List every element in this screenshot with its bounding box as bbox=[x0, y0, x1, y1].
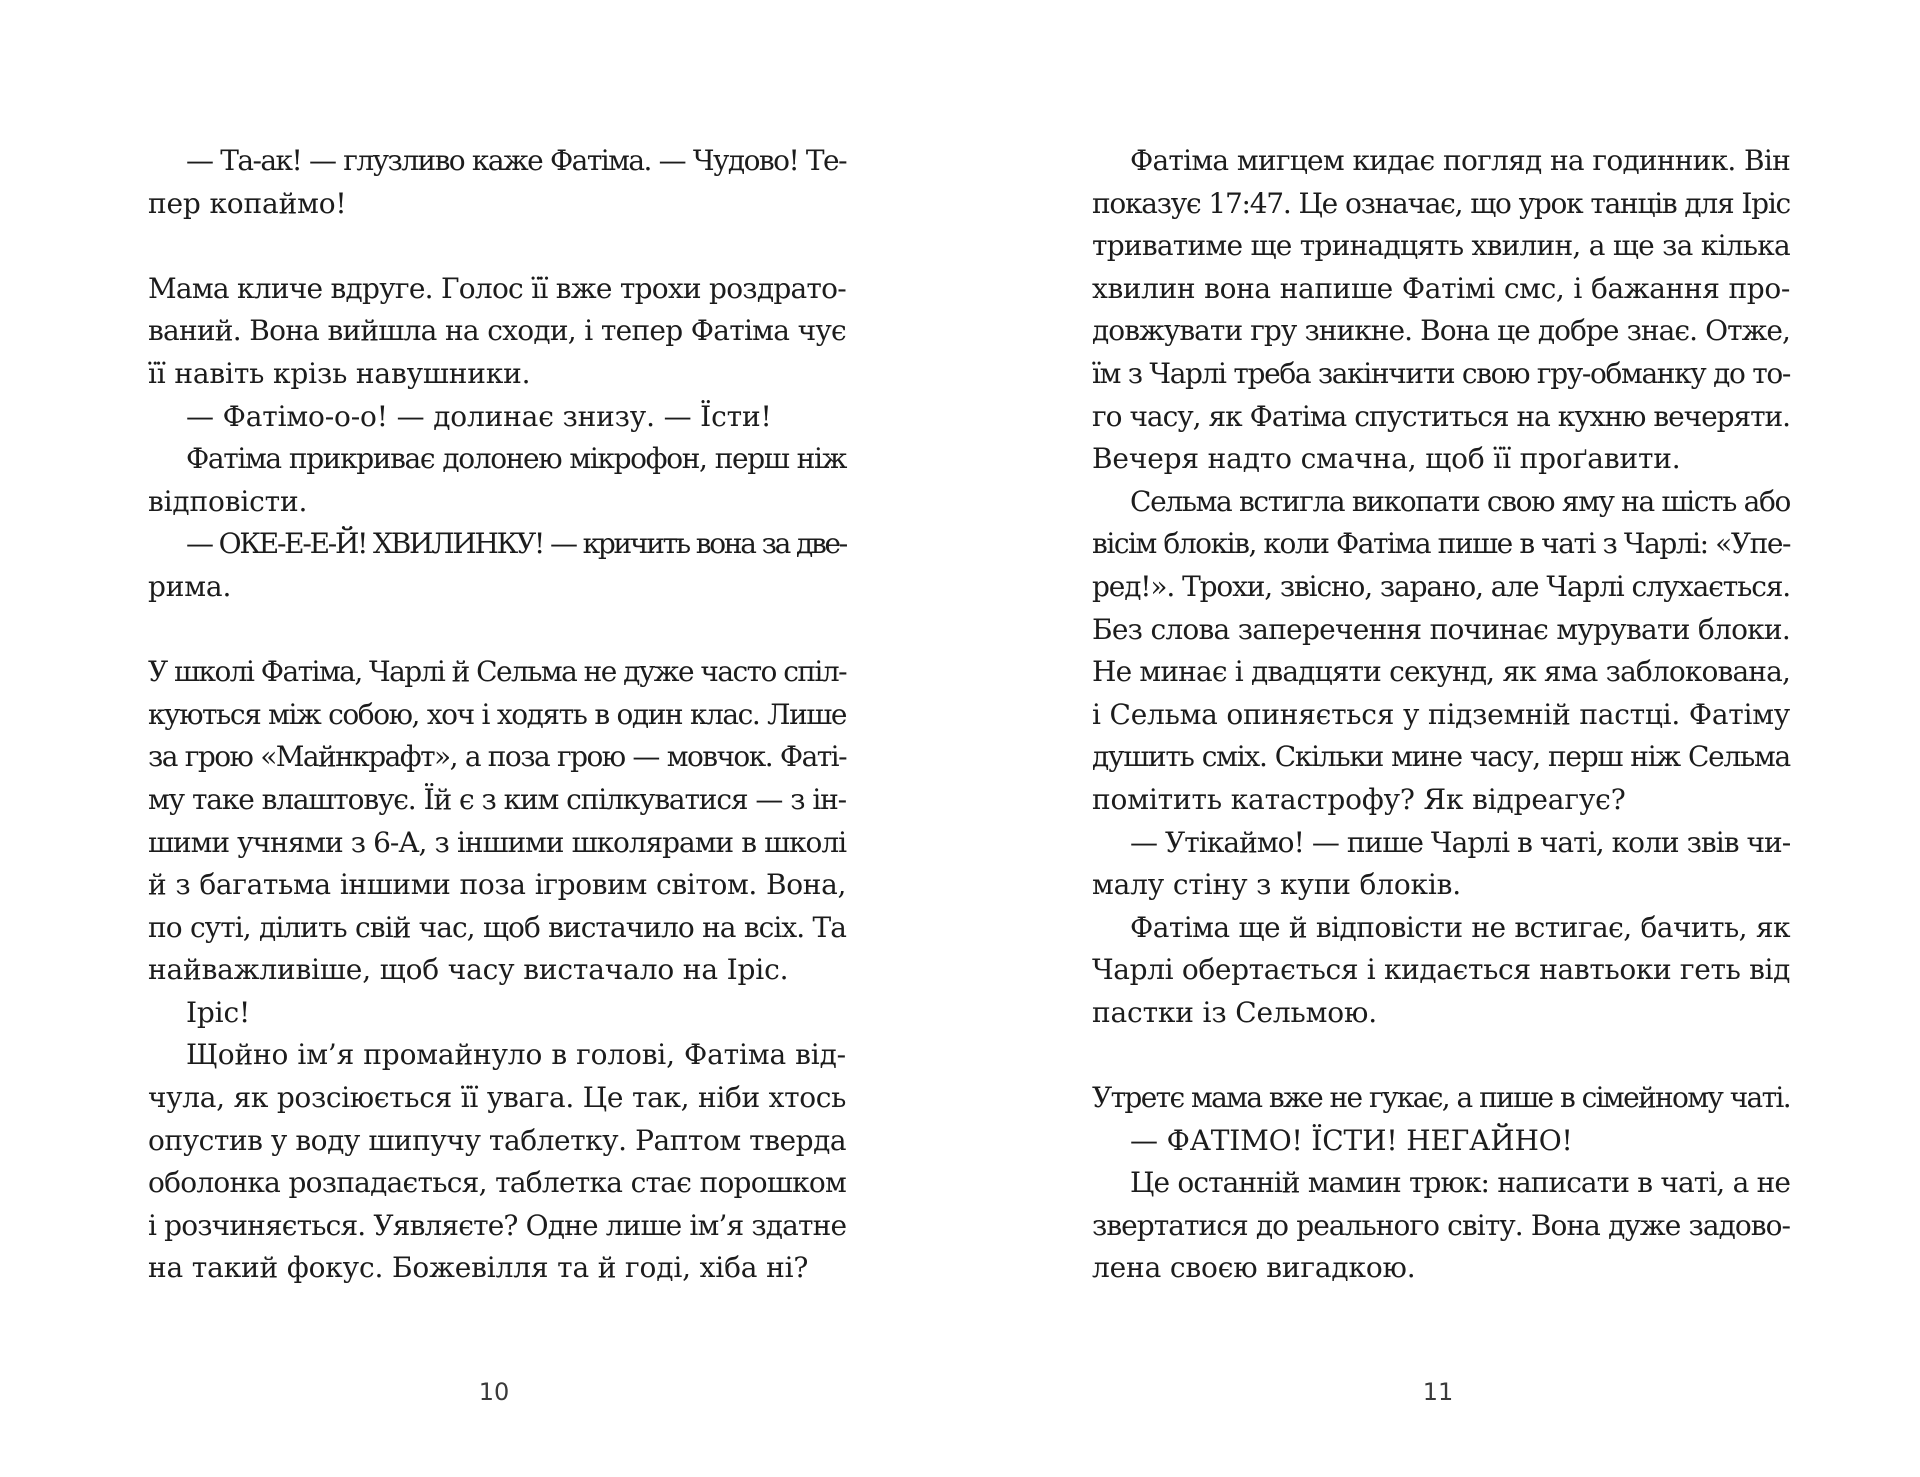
text-line: пастки із Сельмою. bbox=[1092, 995, 1377, 1029]
text-line: і розчиняється. Уявляєте? Одне лише ім’я здатне bbox=[148, 1208, 847, 1242]
text-line: Без слова заперечення починає мурувати блоки. bbox=[1092, 612, 1790, 646]
text-line: показує 17:47. Це означає, що урок танців для Іріс bbox=[1092, 186, 1790, 220]
text-line: го часу, як Фатіма спуститься на кухню вечеряти. bbox=[1092, 399, 1790, 433]
text-line: малу стіну з купи блоків. bbox=[1092, 868, 1462, 902]
text-line: пер копаймо! bbox=[148, 186, 347, 220]
paragraph-gap bbox=[1092, 1034, 1790, 1077]
text-line: триватиме ще тринадцять хвилин, а ще за кілька bbox=[1092, 229, 1790, 263]
text-line: Утретє мама вже не гукає, а пише в сімейному чаті. bbox=[1092, 1081, 1790, 1115]
text-line: Сельма встигла викопати свою яму на шість або bbox=[1130, 484, 1790, 518]
text-line: лена своєю вигадкою. bbox=[1092, 1251, 1416, 1285]
text-line: му таке влаштовує. Їй є з ким спілкуватися — з ін- bbox=[148, 782, 846, 816]
text-line: куються між собою, хоч і ходять в один клас. Лише bbox=[148, 697, 846, 731]
text-line: — ФАТІМО! ЇСТИ! НЕГАЙНО! bbox=[1130, 1123, 1573, 1157]
text-line: Чарлі обертається і кидається навтьоки геть від bbox=[1092, 953, 1790, 987]
text-line: ваний. Вона вийшла на сходи, і тепер Фатіма чує bbox=[148, 314, 846, 348]
text-line: і Сельма опиняється у підземній пастці. Фатіму bbox=[1092, 697, 1790, 731]
text-line: по суті, ділить свій час, щоб вистачило на всіх. Та bbox=[148, 910, 846, 944]
text-line: ред!». Трохи, звісно, зарано, але Чарлі слухається. bbox=[1092, 569, 1790, 603]
text-line: Це останній мамин трюк: написати в чаті, а не bbox=[1130, 1166, 1790, 1200]
text-line: душить сміх. Скільки мине часу, перш ніж Сельма bbox=[1092, 740, 1790, 774]
text-line: Іріс! bbox=[186, 995, 251, 1029]
text-line: відповісти. bbox=[148, 484, 308, 518]
text-line: її навіть крізь навушники. bbox=[148, 356, 531, 390]
text-line: У школі Фатіма, Чарлі й Сельма не дуже часто спіл- bbox=[148, 655, 846, 689]
text-line: Вечеря надто смачна, щоб її проґавити. bbox=[1092, 442, 1681, 476]
paragraph-gap bbox=[148, 609, 846, 652]
text-line: помітить катастрофу? Як відреагує? bbox=[1092, 782, 1626, 816]
text-line: рима. bbox=[148, 569, 232, 603]
text-line: — ОКЕ-Е-Е-Й! ХВИЛИНКУ! — кричить вона за две- bbox=[186, 527, 846, 561]
left-page-body bbox=[148, 140, 846, 1290]
text-line: довжувати гру зникне. Вона це добре знає. Отже, bbox=[1092, 314, 1790, 348]
text-line: Фатіма мигцем кидає погляд на годинник. Він bbox=[1130, 144, 1790, 177]
page-number-right: 11 bbox=[1422, 1378, 1454, 1406]
text-line: вісім блоків, коли Фатіма пише в чаті з Чарлі: «Упе- bbox=[1092, 527, 1790, 561]
text-line: шими учнями з 6-А, з іншими школярами в школі bbox=[148, 825, 846, 859]
page-number-left: 10 bbox=[478, 1378, 510, 1406]
text-line: опустив у воду шипучу таблетку. Раптом тверда bbox=[148, 1123, 847, 1157]
right-page-body bbox=[1092, 140, 1790, 1290]
text-line: Не минає і двадцяти секунд, як яма заблокована, bbox=[1092, 655, 1790, 689]
text-line: звертатися до реального світу. Вона дуже задово- bbox=[1092, 1208, 1790, 1242]
text-line: на такий фокус. Божевілля та й годі, хіба ні? bbox=[148, 1251, 809, 1285]
text-line: хвилин вона напише Фатімі смс, і бажання про- bbox=[1092, 271, 1790, 305]
text-line: їм з Чарлі треба закінчити свою гру-обманку до то- bbox=[1092, 356, 1790, 390]
text-line: Фатіма прикриває долонею мікрофон, перш ніж bbox=[186, 442, 846, 476]
text-line: найважливіше, щоб часу вистачало на Іріс. bbox=[148, 953, 789, 987]
text-line: Фатіма ще й відповісти не встигає, бачить, як bbox=[1130, 910, 1790, 944]
text-line: — Утікаймо! — пише Чарлі в чаті, коли звів чи- bbox=[1130, 825, 1791, 859]
text-line: Мама кличе вдруге. Голос її вже трохи роздрато- bbox=[148, 271, 846, 305]
paragraph-gap bbox=[148, 225, 846, 268]
text-line: — Та-ак! — глузливо каже Фатіма. — Чудово! Те- bbox=[186, 144, 846, 177]
text-line: й з багатьма іншими поза ігровим світом. Вона, bbox=[148, 868, 846, 902]
text-line: чула, як розсіюється її увага. Це так, ніби хтось bbox=[148, 1081, 846, 1115]
text-line: Щойно ім’я промайнуло в голові, Фатіма від- bbox=[186, 1038, 846, 1072]
text-line: оболонка розпадається, таблетка стає порошком bbox=[148, 1166, 846, 1200]
text-line: — Фатімо-о-о! — долинає знизу. — Їсти! bbox=[186, 399, 772, 433]
text-line: за грою «Майнкрафт», а поза грою — мовчок. Фаті- bbox=[148, 740, 846, 774]
